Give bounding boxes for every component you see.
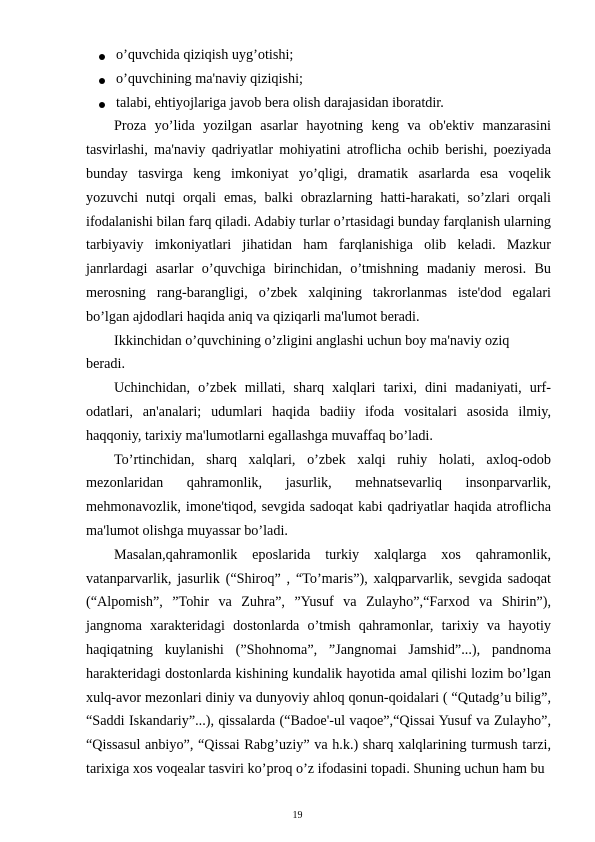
bullet-item (86, 44, 551, 68)
bullet-item (86, 68, 551, 92)
paragraph-ikkinchidan: Ikkinchidan o’quvchining o’zligini anglashi uchun boy ma'naviy oziq beradi. (86, 332, 510, 373)
paragraph-masalan: Masalan,qahramonlik eposlarida turkiy xalqlarga xos qahramonlik, vatanparvarlik, jasurlik (“Shiroq” , “To’maris”), xalqparvarlik, sevgida sadoqat (“Alpomish”, ”Tohir va Zuhra”, ”Yusuf va Zulayho”,“Farxod va Shirin”), jangnoma xarakteridagi dostonlarda o’tmish qahramonlar, tarixiy va hayotiy haqiqatning kuylanishi (”Shohnoma”, ”Jangnomai Jamshid”...), pandnoma harakteridagi dostonlarda kishining kundalik hayotida amal qilishi lozim bo’lgan xulq-avor mezonlari diniy va dunyoviy ahloq qonun-qoidalari ( “Qutadg’u bilig”, “Saddi Iskandariy”...), qissalarda (“Badoe'-ul vaqoe”,“Qissai Yusuf va Zulayho”, “Qissasul anbiyo”, “Qissai Rabg’uziy” va h.k.) sharq xalqlarining turmush tarzi, tarixiga xos voqealar tasviri ko’proq o’z ifodasini topadi. Shuning uchun ham bu (86, 546, 551, 777)
bullet-text: talabi, ehtiyojlariga javob bera olish darajasidan iboratdir. (116, 94, 444, 111)
bullet-item (86, 92, 551, 116)
paragraph-uchinchidan: Uchinchidan, o’zbek millati, sharq xalqlari tarixi, dini madaniyati, urf-odatlari, an'analari; udumlari haqida badiiy ifoda vositalari asosida ilmiy, haqqoniy, tarixiy ma'lumotlarni egallashga muvaffaq bo’ladi. (86, 380, 551, 444)
paragraph-proza: Proza yo’lida yozilgan asarlar hayotning keng va ob'ektiv manzarasini tasvirlashi, ma'naviy qadriyatlar mohiyatini atroflicha ochib berishi, poeziyada bunday tasvirga keng imkoniyat yo’qligi, dramatik asarlarda esa voqelik yozuvchi nutqi orqali emas, balki obrazlarning hatti-harakati, so’zlari orqali ifodalanishi bilan farq qiladi. Adabiy turlar o’rtasidagi bunday farqlanish ularning tarbiyaviy imkoniyatlari jihatidan ham farqlanishiga olib keladi. Mazkur janrlardagi asarlar o’quvchiga birinchidan, o’tmishning madaniy merosi. Bu merosning rang-barangligi, o’zbek xalqining takrorlanmas iste'dod egalari bo’lgan ajdodlari haqida aniq va qiziqarli ma'lumot beradi. (86, 118, 551, 325)
bullet-text: o’quvchida qiziqish uyg’otishi; (116, 47, 294, 63)
bullet-text: o’quvchining ma'naviy qiziqishi; (116, 70, 303, 87)
bullet-dot-icon (99, 78, 105, 84)
page-content (86, 44, 551, 782)
bullet-dot-icon (99, 102, 105, 108)
bullet-list (86, 44, 551, 115)
paragraph-tortinchidan: To’rtinchidan, sharq xalqlari, o’zbek xalqi ruhiy holati, axloq-odob mezonlaridan qahramonlik, jasurlik, mehnatsevarliq insonparvarlik, mehmonavozlik, imone'tiqod, sevgida sadoqat kabi qadriyatlar haqida atroflicha ma'lumot olishga muyassar bo’ladi. (86, 451, 551, 539)
bullet-dot-icon (99, 54, 105, 60)
page-number: 19 (292, 810, 303, 821)
